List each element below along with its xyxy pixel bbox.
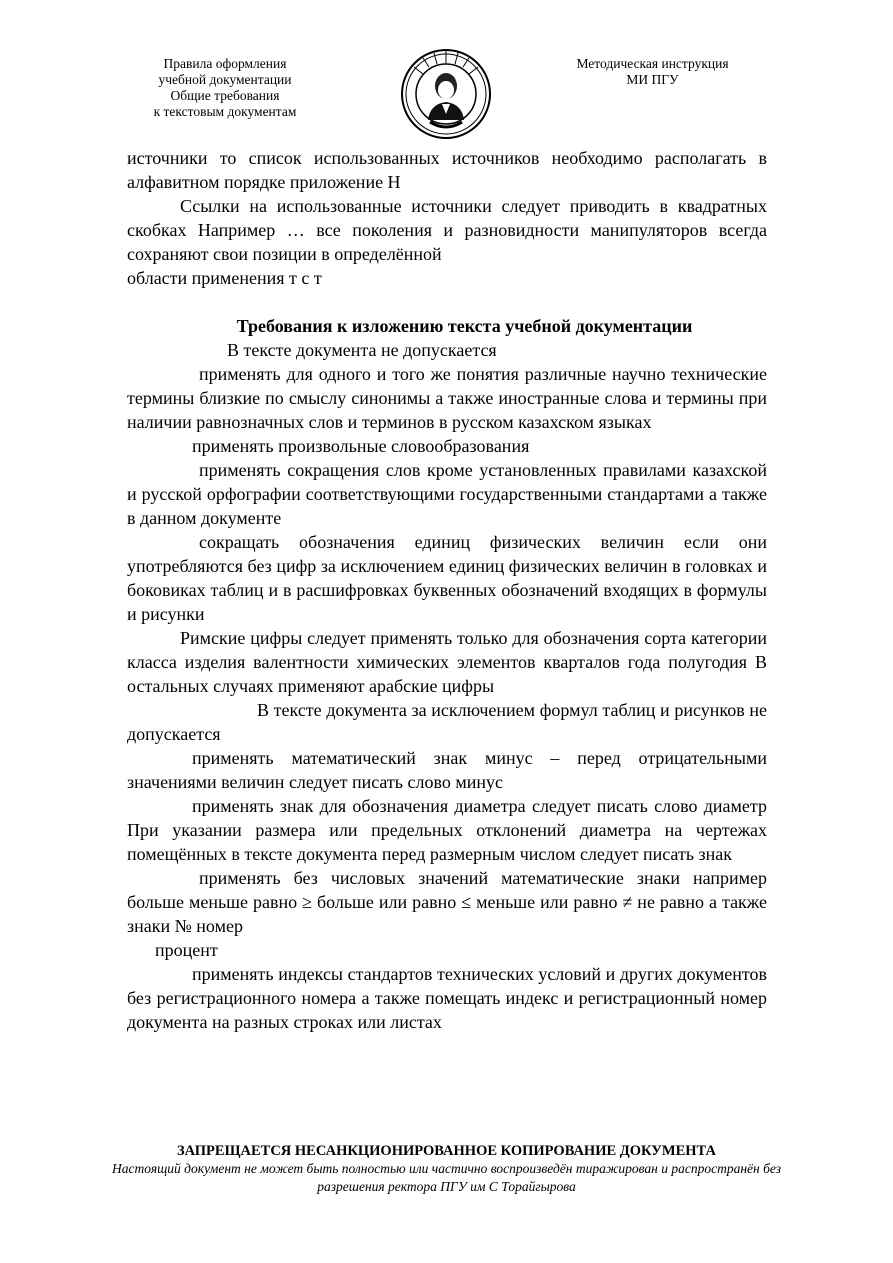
- header-right-line: МИ ПГУ: [626, 72, 679, 87]
- paragraph: применять сокращения слов кроме установленных правилами казахской и русской орфографии соответствующими государственными стандартами а также в данном документе: [127, 460, 767, 528]
- paragraph: Ссылки на использованные источники следует приводить в квадратных скобках Например … все поколения и разновидности манипуляторов всегда сохраняют свои позиции в определённой: [127, 196, 767, 264]
- header-left-line: к текстовым документам: [153, 104, 297, 119]
- section-heading: Требования к изложению текста учебной документации: [236, 316, 693, 336]
- header-left-block: [140, 56, 310, 120]
- paragraph-last-line: процент: [155, 940, 218, 960]
- header-left-line: учебной документации: [158, 72, 292, 87]
- header-left-line: Общие требования: [170, 88, 280, 103]
- header-left-line: Правила оформления: [163, 56, 287, 71]
- university-seal-icon: [400, 48, 492, 140]
- copy-notice: Настоящий документ не может быть полностью или частично воспроизведён тиражирован и распространён без разрешения ректора ПГУ им С Торайгырова: [112, 1161, 781, 1194]
- paragraph: применять знак для обозначения диаметра следует писать слово диаметр При указании размера или предельных отклонений диаметра на чертежах помещённых в тексте документа перед размерным числом следует писать знак: [127, 796, 767, 864]
- header-right-line: Методическая инструкция: [576, 56, 729, 71]
- footer: [100, 1142, 793, 1196]
- paragraph: применять без числовых значений математические знаки например больше меньше равно ≥ больше или равно ≤ меньше или равно ≠ не равно а также знаки № номер: [127, 868, 767, 936]
- paragraph: В тексте документа не допускается: [227, 340, 497, 360]
- paragraph: применять для одного и того же понятия различные научно технические термины близкие по смыслу синонимы а также иностранные слова и термины при наличии равнозначных слов и терминов в русском казахском языках: [127, 364, 767, 432]
- paragraph: применять индексы стандартов технических условий и других документов без регистрационного номера а также помещать индекс и регистрационный номер документа на разных строках или листах: [127, 964, 767, 1032]
- paragraph: Римские цифры следует применять только для обозначения сорта категории класса изделия валентности химических элементов кварталов года полугодия В остальных случаях применяют арабские цифры: [127, 628, 767, 696]
- paragraph: сокращать обозначения единиц физических величин если они употребляются без цифр за исключением единиц физических величин в головках и боковиках таблиц и в расшифровках буквенных обозначений входящих в формулы и рисунки: [127, 532, 767, 624]
- paragraph-last-line: области применения т с т: [127, 268, 322, 288]
- paragraph: В тексте документа за исключением формул таблиц и рисунков не допускается: [127, 700, 767, 744]
- document-body: [127, 146, 767, 1034]
- copy-warning: ЗАПРЕЩАЕТСЯ НЕСАНКЦИОНИРОВАННОЕ КОПИРОВАНИЕ ДОКУМЕНТА: [177, 1143, 716, 1159]
- paragraph: источники то список использованных источников необходимо располагать в алфавитном порядке приложение Н: [127, 148, 767, 192]
- paragraph: применять произвольные словообразования: [192, 436, 530, 456]
- header-right-block: [555, 56, 750, 88]
- paragraph: применять математический знак минус – перед отрицательными значениями величин следует писать слово минус: [127, 748, 767, 792]
